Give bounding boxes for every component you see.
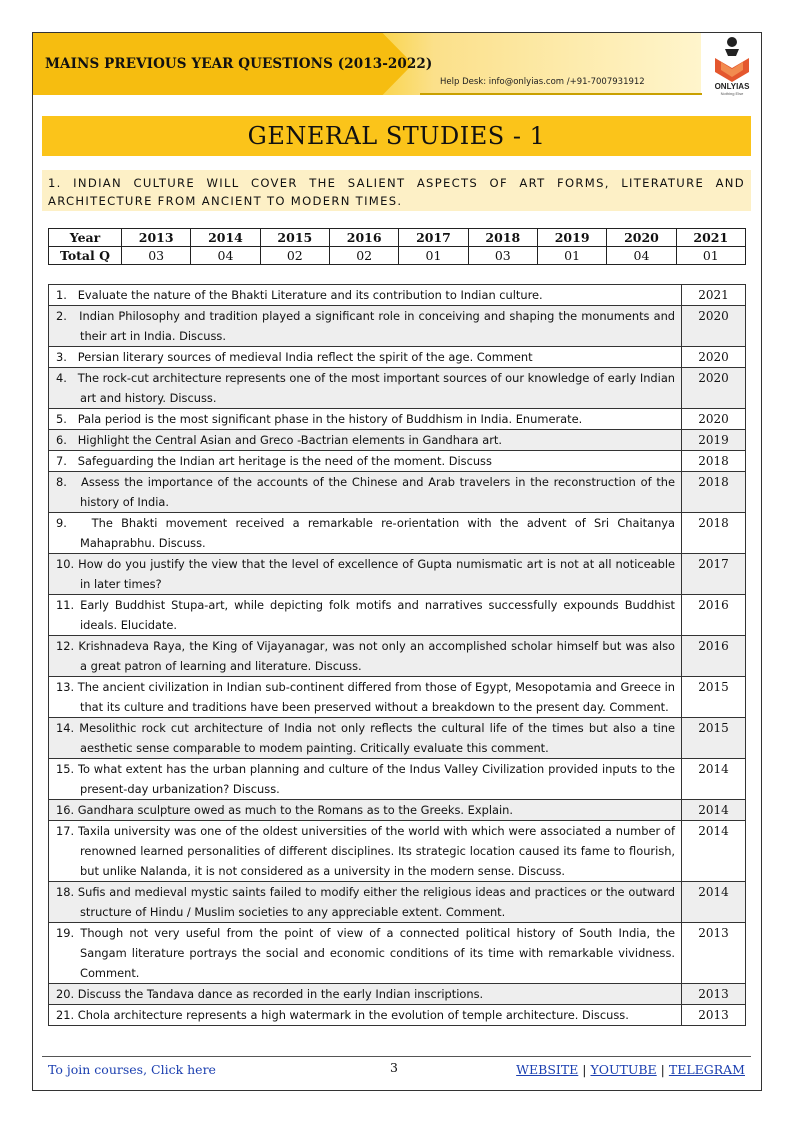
question-year: 2017 bbox=[682, 554, 746, 595]
year-cell: 2021 bbox=[676, 229, 745, 247]
website-link[interactable]: WEBSITE bbox=[516, 1062, 579, 1077]
svg-text:ONLYIAS: ONLYIAS bbox=[714, 82, 750, 91]
question-text: 6. Highlight the Central Asian and Greco -Bactrian elements in Gandhara art. bbox=[49, 430, 682, 451]
total-cell: 01 bbox=[676, 247, 745, 265]
year-cell: 2014 bbox=[191, 229, 260, 247]
question-year: 2016 bbox=[682, 636, 746, 677]
year-cell: 2017 bbox=[399, 229, 468, 247]
question-year: 2013 bbox=[682, 1005, 746, 1026]
question-year: 2019 bbox=[682, 430, 746, 451]
question-year: 2020 bbox=[682, 409, 746, 430]
table-row bbox=[49, 1005, 746, 1026]
svg-text:Nothing Else: Nothing Else bbox=[720, 91, 744, 96]
year-cell: 2015 bbox=[260, 229, 329, 247]
question-text: 18. Sufis and medieval mystic saints failed to modify either the religious ideas and practices or the outward structure of Hindu / Muslim societies to any appreciable extent. Comment. bbox=[49, 882, 682, 923]
section-heading: 1. INDIAN CULTURE WILL COVER THE SALIENT ASPECTS OF ART FORMS, LITERATURE AND ARCHITECTURE FROM ANCIENT TO MODERN TIMES. bbox=[42, 170, 751, 211]
question-year: 2018 bbox=[682, 472, 746, 513]
question-text: 21. Chola architecture represents a high watermark in the evolution of temple architecture. Discuss. bbox=[49, 1005, 682, 1026]
link-separator: | bbox=[582, 1062, 587, 1077]
table-row bbox=[49, 347, 746, 368]
question-year: 2014 bbox=[682, 882, 746, 923]
total-cell: 02 bbox=[260, 247, 329, 265]
onlyias-logo bbox=[703, 34, 761, 96]
total-cell: 01 bbox=[399, 247, 468, 265]
page-title: GENERAL STUDIES - 1 bbox=[42, 116, 751, 156]
question-text: 1. Evaluate the nature of the Bhakti Literature and its contribution to Indian culture. bbox=[49, 285, 682, 306]
logo-emblem-icon bbox=[703, 34, 761, 96]
table-row bbox=[49, 800, 746, 821]
help-desk-contact[interactable]: Help Desk: info@onlyias.com /+91-7007931912 bbox=[440, 77, 645, 87]
total-label: Total Q bbox=[49, 247, 122, 265]
footer-links bbox=[516, 1062, 745, 1077]
question-text: 15. To what extent has the urban planning and culture of the Indus Valley Civilization provided inputs to the present-day urbanization? Discuss. bbox=[49, 759, 682, 800]
question-year: 2021 bbox=[682, 285, 746, 306]
year-cell: 2018 bbox=[468, 229, 537, 247]
table-row bbox=[49, 882, 746, 923]
question-text: 3. Persian literary sources of medieval India reflect the spirit of the age. Comment bbox=[49, 347, 682, 368]
table-row bbox=[49, 636, 746, 677]
header-title: MAINS PREVIOUS YEAR QUESTIONS (2013-2022) bbox=[45, 56, 433, 72]
table-row bbox=[49, 595, 746, 636]
year-cell: 2020 bbox=[607, 229, 676, 247]
question-text: 14. Mesolithic rock cut architecture of India not only reflects the cultural life of the times but also a tine aesthetic sense comparable to modem painting. Critically evaluate this comment. bbox=[49, 718, 682, 759]
youtube-link[interactable]: YOUTUBE bbox=[590, 1062, 657, 1077]
year-label: Year bbox=[49, 229, 122, 247]
question-text: 5. Pala period is the most significant phase in the history of Buddhism in India. Enumerate. bbox=[49, 409, 682, 430]
total-cell: 01 bbox=[537, 247, 606, 265]
question-text: 7. Safeguarding the Indian art heritage is the need of the moment. Discuss bbox=[49, 451, 682, 472]
question-text: 9. The Bhakti movement received a remarkable re-orientation with the advent of Sri Chaitanya Mahaprabhu. Discuss. bbox=[49, 513, 682, 554]
table-row bbox=[49, 554, 746, 595]
join-courses-link[interactable]: To join courses, Click here bbox=[48, 1062, 216, 1077]
question-text: 11. Early Buddhist Stupa-art, while depicting folk motifs and narratives successfully expounds Buddhist ideals. Elucidate. bbox=[49, 595, 682, 636]
question-text: 4. The rock-cut architecture represents one of the most important sources of our knowledge of early Indian art and history. Discuss. bbox=[49, 368, 682, 409]
year-row bbox=[49, 229, 746, 247]
total-cell: 03 bbox=[122, 247, 191, 265]
question-year: 2020 bbox=[682, 347, 746, 368]
year-count-table bbox=[48, 228, 746, 265]
table-row bbox=[49, 409, 746, 430]
question-text: 16. Gandhara sculpture owed as much to the Romans as to the Greeks. Explain. bbox=[49, 800, 682, 821]
table-row bbox=[49, 718, 746, 759]
question-year: 2020 bbox=[682, 306, 746, 347]
question-year: 2016 bbox=[682, 595, 746, 636]
question-year: 2018 bbox=[682, 513, 746, 554]
year-cell: 2013 bbox=[122, 229, 191, 247]
question-text: 10. How do you justify the view that the level of excellence of Gupta numismatic art is not at all noticeable in later times? bbox=[49, 554, 682, 595]
table-row bbox=[49, 821, 746, 882]
question-text: 19. Though not very useful from the point of view of a connected political history of South India, the Sangam literature portrays the social and economic conditions of its time with remarkable vividness. Comment. bbox=[49, 923, 682, 984]
question-text: 20. Discuss the Tandava dance as recorded in the early Indian inscriptions. bbox=[49, 984, 682, 1005]
table-row bbox=[49, 984, 746, 1005]
table-row bbox=[49, 513, 746, 554]
question-text: 8. Assess the importance of the accounts of the Chinese and Arab travelers in the reconstruction of the history of India. bbox=[49, 472, 682, 513]
table-row bbox=[49, 285, 746, 306]
table-row bbox=[49, 368, 746, 409]
total-cell: 03 bbox=[468, 247, 537, 265]
question-year: 2014 bbox=[682, 759, 746, 800]
total-cell: 04 bbox=[191, 247, 260, 265]
year-cell: 2016 bbox=[329, 229, 398, 247]
question-year: 2014 bbox=[682, 800, 746, 821]
header-underline bbox=[420, 93, 702, 95]
questions-table bbox=[48, 284, 746, 1026]
table-row bbox=[49, 306, 746, 347]
question-text: 13. The ancient civilization in Indian sub-continent differed from those of Egypt, Mesopotamia and Greece in that its culture and traditions have been preserved without a breakdown to the present day. Comment. bbox=[49, 677, 682, 718]
question-year: 2015 bbox=[682, 677, 746, 718]
total-cell: 02 bbox=[329, 247, 398, 265]
table-row bbox=[49, 677, 746, 718]
total-row bbox=[49, 247, 746, 265]
question-year: 2018 bbox=[682, 451, 746, 472]
year-cell: 2019 bbox=[537, 229, 606, 247]
table-row bbox=[49, 430, 746, 451]
question-year: 2020 bbox=[682, 368, 746, 409]
link-separator: | bbox=[660, 1062, 665, 1077]
table-row bbox=[49, 923, 746, 984]
table-row bbox=[49, 451, 746, 472]
question-text: 2. Indian Philosophy and tradition played a significant role in conceiving and shaping the monuments and their art in India. Discuss. bbox=[49, 306, 682, 347]
question-year: 2013 bbox=[682, 984, 746, 1005]
question-year: 2013 bbox=[682, 923, 746, 984]
total-cell: 04 bbox=[607, 247, 676, 265]
telegram-link[interactable]: TELEGRAM bbox=[668, 1062, 745, 1077]
page-number: 3 bbox=[390, 1060, 398, 1075]
question-year: 2014 bbox=[682, 821, 746, 882]
table-row bbox=[49, 759, 746, 800]
question-text: 17. Taxila university was one of the oldest universities of the world with which were associated a number of renowned learned personalities of different disciplines. Its strategic location caused its fame to flourish, but unlike Nalanda, it is not considered as a university in the modern sense. Discuss. bbox=[49, 821, 682, 882]
footer-divider bbox=[42, 1056, 751, 1057]
table-row bbox=[49, 472, 746, 513]
question-year: 2015 bbox=[682, 718, 746, 759]
question-text: 12. Krishnadeva Raya, the King of Vijayanagar, was not only an accomplished scholar himself but was also a great patron of learning and literature. Discuss. bbox=[49, 636, 682, 677]
